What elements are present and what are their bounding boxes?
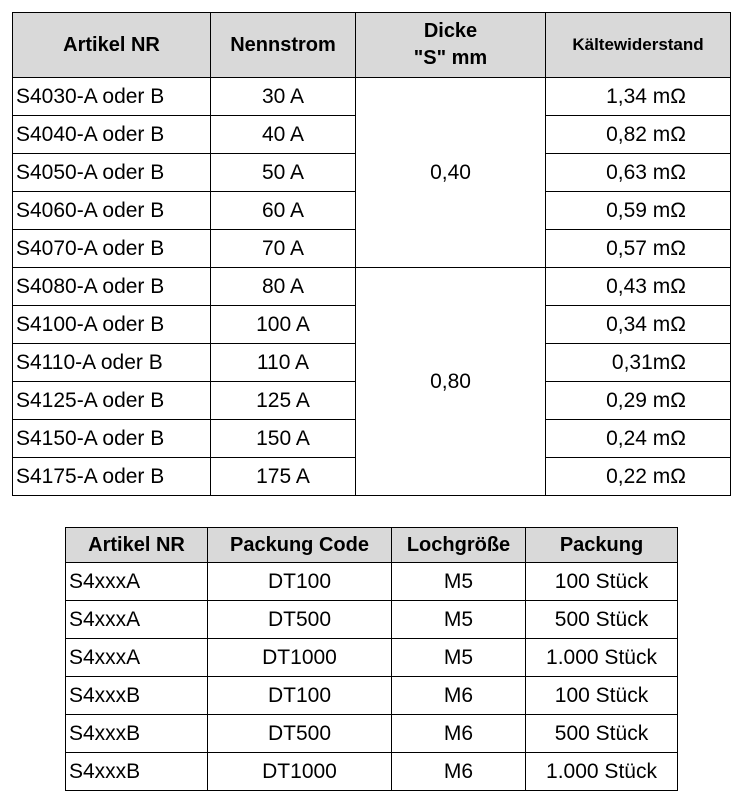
cell-nennstrom: 150 A xyxy=(211,420,356,458)
cell-nennstrom: 70 A xyxy=(211,230,356,268)
cell-nennstrom: 40 A xyxy=(211,116,356,154)
cell-nennstrom: 30 A xyxy=(211,78,356,116)
cell-kaltewiderstand: 0,29 mΩ xyxy=(546,382,731,420)
cell-artikel: S4110-A oder B xyxy=(13,344,211,382)
cell-packung: 100 Stück xyxy=(526,677,678,715)
cell-dicke-group: 0,40 xyxy=(356,78,546,268)
cell-artikel: S4xxxB xyxy=(66,715,208,753)
header-dicke-line1: Dicke xyxy=(423,20,478,42)
cell-packung: 1.000 Stück xyxy=(526,753,678,791)
cell-packung-code: DT1000 xyxy=(208,753,392,791)
table-row xyxy=(66,677,678,715)
cell-kaltewiderstand: 1,34 mΩ xyxy=(546,78,731,116)
cell-lochgroesse: M5 xyxy=(392,601,526,639)
table-header-row xyxy=(13,13,731,78)
cell-packung: 100 Stück xyxy=(526,563,678,601)
cell-artikel: S4xxxA xyxy=(66,639,208,677)
cell-artikel: S4xxxA xyxy=(66,563,208,601)
header-kaltewiderstand: Kältewiderstand xyxy=(546,13,731,78)
header-nennstrom: Nennstrom xyxy=(211,13,356,78)
cell-lochgroesse: M6 xyxy=(392,715,526,753)
table-header-row xyxy=(66,528,678,563)
header-artikel: Artikel NR xyxy=(66,528,208,563)
table-row xyxy=(66,715,678,753)
cell-dicke-group: 0,80 xyxy=(356,268,546,496)
cell-packung: 500 Stück xyxy=(526,601,678,639)
cell-artikel: S4175-A oder B xyxy=(13,458,211,496)
cell-kaltewiderstand: 0,63 mΩ xyxy=(546,154,731,192)
cell-artikel: S4040-A oder B xyxy=(13,116,211,154)
cell-artikel: S4125-A oder B xyxy=(13,382,211,420)
cell-lochgroesse: M6 xyxy=(392,753,526,791)
header-lochgroesse: Lochgröße xyxy=(392,528,526,563)
cell-artikel: S4050-A oder B xyxy=(13,154,211,192)
cell-lochgroesse: M6 xyxy=(392,677,526,715)
cell-kaltewiderstand: 0,59 mΩ xyxy=(546,192,731,230)
header-packung-code: Packung Code xyxy=(208,528,392,563)
cell-packung-code: DT500 xyxy=(208,601,392,639)
packaging-table xyxy=(65,527,678,791)
cell-nennstrom: 100 A xyxy=(211,306,356,344)
table-row xyxy=(66,639,678,677)
header-packung: Packung xyxy=(526,528,678,563)
cell-packung: 500 Stück xyxy=(526,715,678,753)
cell-artikel: S4xxxB xyxy=(66,677,208,715)
cell-artikel: S4080-A oder B xyxy=(13,268,211,306)
cell-kaltewiderstand: 0,22 mΩ xyxy=(546,458,731,496)
cell-packung: 1.000 Stück xyxy=(526,639,678,677)
cell-nennstrom: 110 A xyxy=(211,344,356,382)
header-artikel: Artikel NR xyxy=(13,13,211,78)
cell-kaltewiderstand: 0,43 mΩ xyxy=(546,268,731,306)
cell-artikel: S4150-A oder B xyxy=(13,420,211,458)
cell-nennstrom: 80 A xyxy=(211,268,356,306)
cell-packung-code: DT500 xyxy=(208,715,392,753)
specification-table xyxy=(12,12,731,496)
cell-lochgroesse: M5 xyxy=(392,639,526,677)
cell-nennstrom: 125 A xyxy=(211,382,356,420)
table-row xyxy=(66,601,678,639)
cell-packung-code: DT100 xyxy=(208,677,392,715)
table-row xyxy=(13,78,731,116)
cell-nennstrom: 60 A xyxy=(211,192,356,230)
cell-artikel: S4xxxB xyxy=(66,753,208,791)
table-row xyxy=(13,268,731,306)
cell-artikel: S4xxxA xyxy=(66,601,208,639)
cell-nennstrom: 175 A xyxy=(211,458,356,496)
cell-nennstrom: 50 A xyxy=(211,154,356,192)
cell-kaltewiderstand: 0,34 mΩ xyxy=(546,306,731,344)
cell-kaltewiderstand: 0,57 mΩ xyxy=(546,230,731,268)
cell-kaltewiderstand: 0,82 mΩ xyxy=(546,116,731,154)
table-row xyxy=(66,753,678,791)
cell-packung-code: DT100 xyxy=(208,563,392,601)
cell-kaltewiderstand: 0,24 mΩ xyxy=(546,420,731,458)
cell-artikel: S4070-A oder B xyxy=(13,230,211,268)
cell-lochgroesse: M5 xyxy=(392,563,526,601)
cell-packung-code: DT1000 xyxy=(208,639,392,677)
cell-artikel: S4030-A oder B xyxy=(13,78,211,116)
header-dicke-line2: "S" mm xyxy=(413,47,488,69)
header-dicke xyxy=(356,13,546,78)
cell-artikel: S4100-A oder B xyxy=(13,306,211,344)
cell-artikel: S4060-A oder B xyxy=(13,192,211,230)
table-row xyxy=(66,563,678,601)
cell-kaltewiderstand: 0,31mΩ xyxy=(546,344,731,382)
